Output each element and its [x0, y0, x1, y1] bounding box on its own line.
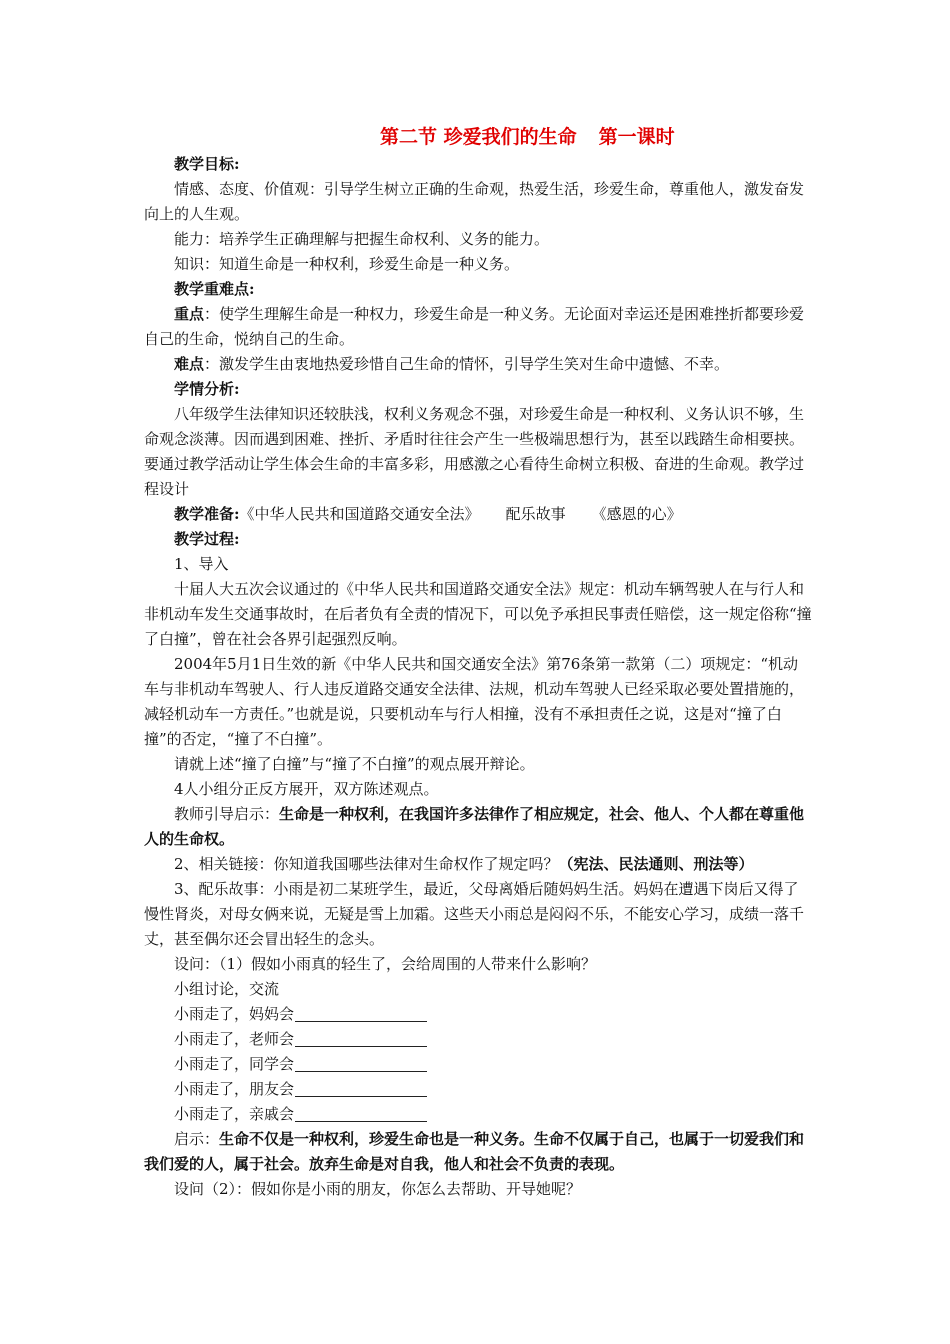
step-intro: 1、导入 [174, 555, 229, 573]
fill-blank [295, 1055, 427, 1072]
fill-prompt: 小雨走了，同学会 [174, 1055, 295, 1073]
title-lesson: 第一课时 [598, 126, 675, 148]
difficult-point-text: ：激发学生由衷地热爱珍惜自己生命的情怀，引导学生笑对生命中遗憾、不幸。 [204, 355, 730, 373]
keypoints-heading: 教学重难点: [174, 280, 255, 298]
prep-line [144, 502, 812, 527]
group-instruction: 4人小组分正反方展开，双方陈述观点。 [174, 780, 439, 798]
intro-paragraph-2: 2004年5月1日生效的新《中华人民共和国交通安全法》第76条第一款第（二）项规定：“机动车与非机动车驾驶人、行人违反道路交通安全法律、法规，机动车驾驶人已经采取必要处置措施的，减轻机动车一方责任。”也就是说，只要机动车与行人相撞，没有不承担责任之说，这是对“撞了白撞”的否定，“撞了不白撞”。 [144, 655, 805, 748]
question-1: 设问：（1）假如小雨真的轻生了，会给周围的人带来什么影响？ [174, 955, 597, 973]
prep-item-song: 《感恩的心》 [591, 505, 682, 523]
fill-prompt: 小雨走了，老师会 [174, 1030, 295, 1048]
intro-paragraph-1: 十届人大五次会议通过的《中华人民共和国道路交通安全法》规定：机动车辆驾驶人在与行人和非机动车发生交通事故时，在后者负有全责的情况下，可以免予承担民事责任赔偿，这一规定俗称“撞了白撞”，曾在社会各界引起强烈反响。 [144, 580, 812, 648]
fill-blank [295, 1105, 427, 1122]
fill-blank [295, 1030, 427, 1047]
step-related-link [144, 852, 812, 877]
fill-line-teacher [144, 1027, 812, 1052]
fill-blank [295, 1080, 427, 1097]
fill-prompt: 小雨走了，朋友会 [174, 1080, 295, 1098]
step-story: 3、配乐故事：小雨是初二某班学生，最近，父母离婚后随妈妈生活。妈妈在遭遇下岗后又得了慢性肾炎，对母女俩来说，无疑是雪上加霜。这些天小雨总是闷闷不乐，不能安心学习，成绩一落千丈，甚至偶尔还会冒出轻生的念头。 [144, 880, 805, 948]
process-heading: 教学过程: [174, 530, 240, 548]
prep-item-story: 配乐故事 [505, 505, 566, 523]
fill-line-relative [144, 1102, 812, 1127]
difficult-point [144, 352, 812, 377]
fill-blank [295, 1005, 427, 1022]
insight-text: 生命不仅是一种权利，珍爱生命也是一种义务。生命不仅属于自己，也属于一切爱我们和我们爱的人，属于社会。放弃生命是对自我，他人和社会不负责的表现。 [144, 1130, 805, 1173]
key-point-text: ：使学生理解生命是一种权力，珍爱生命是一种义务。无论面对幸运还是困难挫折都要珍爱自己的生命，悦纳自己的生命。 [144, 305, 805, 348]
fill-prompt: 小雨走了，亲戚会 [174, 1105, 295, 1123]
group-discussion: 小组讨论，交流 [174, 980, 280, 998]
fill-prompt: 小雨走了，妈妈会 [174, 1005, 295, 1023]
key-point [144, 302, 812, 352]
teacher-insight [144, 802, 812, 852]
objective-emotion: 情感、态度、价值观：引导学生树立正确的生命观，热爱生活，珍爱生命，尊重他人，激发奋发向上的人生观。 [144, 180, 805, 223]
related-link-question: 2、相关链接：你知道我国哪些法律对生命权作了规定吗？ [174, 855, 559, 873]
teacher-insight-text: 生命是一种权利，在我国许多法律作了相应规定，社会、他人、个人都在尊重他人的生命权。 [144, 805, 805, 848]
objective-ability: 能力：培养学生正确理解与把握生命权利、义务的能力。 [174, 230, 550, 248]
fill-line-mother [144, 1002, 812, 1027]
fill-line-classmate [144, 1052, 812, 1077]
document-page [144, 124, 812, 1202]
page-title [380, 124, 812, 150]
related-link-answer: （宪法、民法通则、刑法等） [558, 855, 754, 873]
fill-line-friend [144, 1077, 812, 1102]
teacher-insight-lead: 教师引导启示： [174, 805, 280, 823]
insight [144, 1127, 812, 1177]
insight-lead: 启示： [174, 1130, 220, 1148]
prep-heading: 教学准备: [174, 505, 240, 523]
analysis-text: 八年级学生法律知识还较肤浅，权利义务观念不强，对珍爱生命是一种权利、义务认识不够，生命观念淡薄。因而遇到困难、挫折、矛盾时往往会产生一些极端思想行为，甚至以践踏生命相要挟。要通过教学活动让学生体会生命的丰富多彩，用感激之心看待生命树立积极、奋进的生命观。教学过程设计 [144, 405, 805, 498]
prep-item-law: 《中华人民共和国道路交通安全法》 [239, 505, 480, 523]
objective-knowledge: 知识：知道生命是一种权利，珍爱生命是一种义务。 [174, 255, 520, 273]
difficult-point-label: 难点 [174, 355, 205, 373]
debate-instruction: 请就上述“撞了白撞”与“撞了不白撞”的观点展开辩论。 [174, 755, 535, 773]
question-2: 设问（2）：假如你是小雨的朋友，你怎么去帮助、开导她呢？ [174, 1180, 582, 1198]
analysis-heading: 学情分析: [174, 380, 240, 398]
title-section: 第二节 珍爱我们的生命 [380, 126, 577, 148]
key-point-label: 重点 [174, 305, 205, 323]
objectives-heading: 教学目标: [174, 155, 240, 173]
